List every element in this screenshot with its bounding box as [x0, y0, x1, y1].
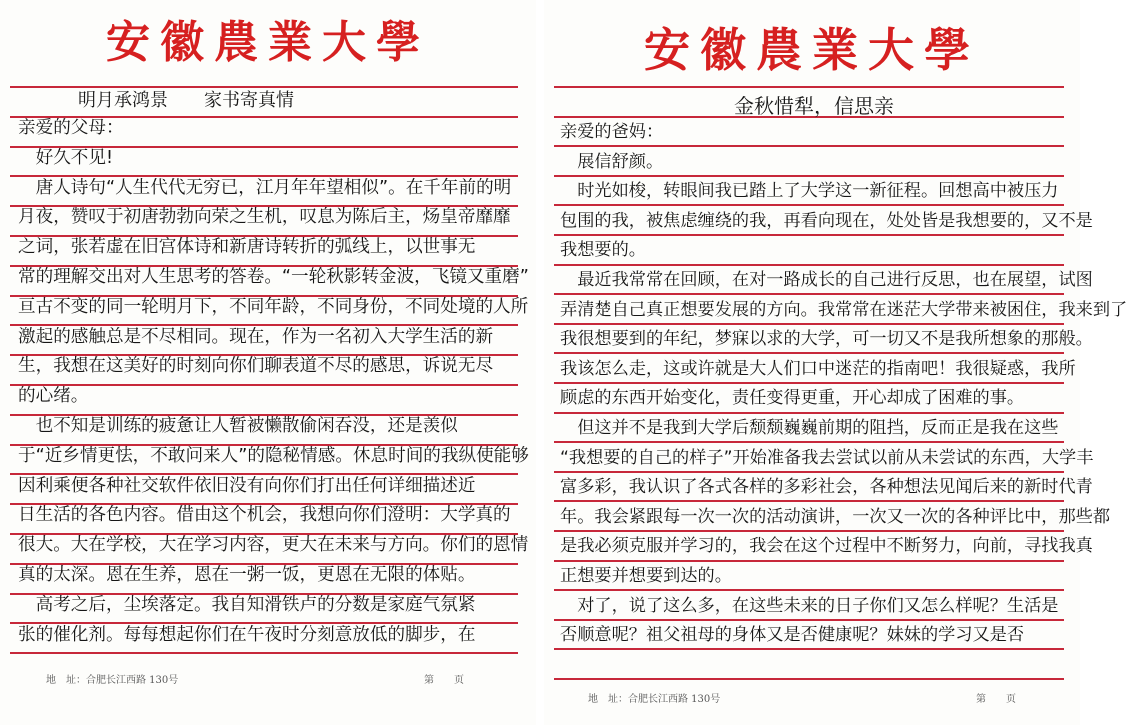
letter-line: 亘古不变的同一轮明月下，不同年龄，不同身份，不同处境的人所: [18, 296, 529, 317]
ruled-line: [554, 323, 1064, 325]
letter-line: 展信舒颜。: [560, 151, 664, 172]
ruled-line: [554, 589, 1064, 591]
footer-page-number: 第 页: [424, 675, 464, 686]
letter-line: 包围的我，被焦虑缠绕的我，再看向现在，处处皆是我想要的，又不是: [560, 210, 1093, 231]
letterhead: 安徽農業大學: [644, 23, 980, 77]
page-gap: [536, 0, 544, 725]
letter-line: 弄清楚自己真正想要发展的方向。我常常在迷茫大学带来被困住，我来到了: [560, 299, 1127, 320]
letter-line: 但这并不是我到大学后颓颓巍巍前期的阻挡，反而正是我在这些: [560, 418, 1059, 438]
letter-line: 因利乘便各种社交软件依旧没有向你们打出任何详细描述近: [18, 475, 476, 496]
letter-line: 正想要并想要到达的。: [560, 566, 732, 586]
letter-line: 否顺意呢？祖父祖母的身体又是否健康呢？妹妹的学习又是否: [560, 625, 1025, 646]
ruled-line: [554, 175, 1064, 177]
letter-line: 好久不见!: [18, 147, 114, 168]
ruled-line: [554, 560, 1064, 562]
ruled-line: [554, 441, 1064, 443]
ruled-line: [554, 204, 1064, 206]
letter-line: 富多彩，我认识了各式各样的多彩社会，各种想法见闻后来的新时代青: [560, 477, 1093, 498]
ruled-line: [10, 86, 518, 88]
letter-page-right: [544, 0, 1127, 725]
footer-address: 地 址：合肥长江西路 130号: [588, 694, 721, 705]
letter-line: 真的太深。恩在生养，恩在一粥一饭，更恩在无限的体贴。: [18, 565, 476, 585]
ruled-line: [554, 145, 1064, 147]
letter-line: 对了，说了这么多，在这些未来的日子你们又怎么样呢？生活是: [560, 595, 1059, 616]
ruled-line: [554, 234, 1064, 236]
letter-line: 日生活的各色内容。借由这个机会，我想向你们澄明：大学真的: [18, 505, 511, 526]
ruled-line: [554, 530, 1064, 532]
ruled-line: [554, 86, 1064, 88]
letter-line: 我该怎么走，这或许就是大人们口中迷茫的指南吧！我很疑惑，我所: [560, 358, 1076, 379]
letter-line: “我想要的自己的样子”开始准备我去尝试以前从未尝试的东西，大学丰: [560, 447, 1094, 468]
ruled-line: [554, 264, 1064, 266]
ruled-line: [554, 678, 1064, 680]
ruled-line: [554, 412, 1064, 414]
ruled-line: [554, 352, 1064, 354]
ruled-line: [554, 500, 1064, 502]
letter-line: 亲爱的父母：: [18, 118, 124, 138]
letter-line: 于“近乡情更怯，不敢问来人”的隐秘情感。休息时间的我纵使能够: [18, 445, 529, 466]
ruled-line: [554, 471, 1064, 473]
ruled-line: [554, 382, 1064, 384]
letter-line: 我想要的。: [560, 240, 646, 261]
letter-line: 顾虑的东西开始变化，责任变得更重，开心却成了困难的事。: [560, 388, 1025, 409]
letter-line: 年。我会紧跟每一次一次的活动演讲，一次又一次的各种评比中，那些都: [560, 506, 1111, 527]
ruled-line: [10, 652, 518, 654]
letter-line: 高考之后，尘埃落定。我自知滑铁卢的分数是家庭气氛紧: [18, 594, 476, 615]
letter-line: 很大。大在学校，大在学习内容，更大在未来与方向。你们的恩情: [18, 535, 529, 556]
letter-line: 月夜，赞叹于初唐勃勃向荣之生机，叹息为陈后主，炀皇帝靡靡: [18, 207, 511, 228]
letter-line: 亲爱的爸妈：: [560, 122, 664, 142]
footer-address: 地 址：合肥长江西路 130号: [46, 675, 179, 686]
letter-line: 之词，张若虚在旧宫体诗和新唐诗转折的弧线上，以世事无: [18, 237, 476, 258]
letter-line: 常的理解交出对人生思考的答卷。“一轮秋影转金波，飞镜又重磨”: [18, 267, 529, 287]
letter-title: 明月承鸿景 家书寄真情: [78, 90, 294, 111]
letter-line: 唐人诗句“人生代代无穷已，江月年年望相似”。在千年前的明: [18, 177, 512, 198]
letter-line: 激起的感触总是不尽相同。现在，作为一名初入大学生活的新: [18, 326, 494, 347]
letterhead: 安徽農業大學: [106, 17, 430, 68]
letter-line: 是我必须克服并学习的，我会在这个过程中不断努力，向前，寻找我真: [560, 536, 1093, 557]
letter-line: 时光如梭，转眼间我已踏上了大学这一新征程。回想高中被压力: [560, 181, 1059, 202]
letter-line: 生，我想在这美好的时刻向你们聊表道不尽的感思，诉说无尽: [18, 356, 494, 377]
letter-line: 张的催化剂。每每想起你们在午夜时分刻意放低的脚步，在: [18, 624, 476, 645]
letter-line: 的心绪。: [18, 386, 89, 407]
ruled-line: [554, 648, 1064, 650]
letter-title: 金秋惜犁，信思亲: [734, 94, 894, 118]
ruled-line: [554, 293, 1064, 295]
footer-page-number: 第 页: [976, 694, 1016, 705]
letter-line: 我很想要到的年纪，梦寐以求的大学，可一切又不是我所想象的那般。: [560, 329, 1093, 350]
letter-page-left: [0, 0, 536, 725]
letter-line: 最近我常常在回顾，在对一路成长的自己进行反思，也在展望，试图: [560, 270, 1093, 290]
ruled-line: [554, 619, 1064, 621]
letter-line: 也不知是训练的疲惫让人暂被懒散偷闲吞没，还是羡似: [18, 416, 458, 436]
